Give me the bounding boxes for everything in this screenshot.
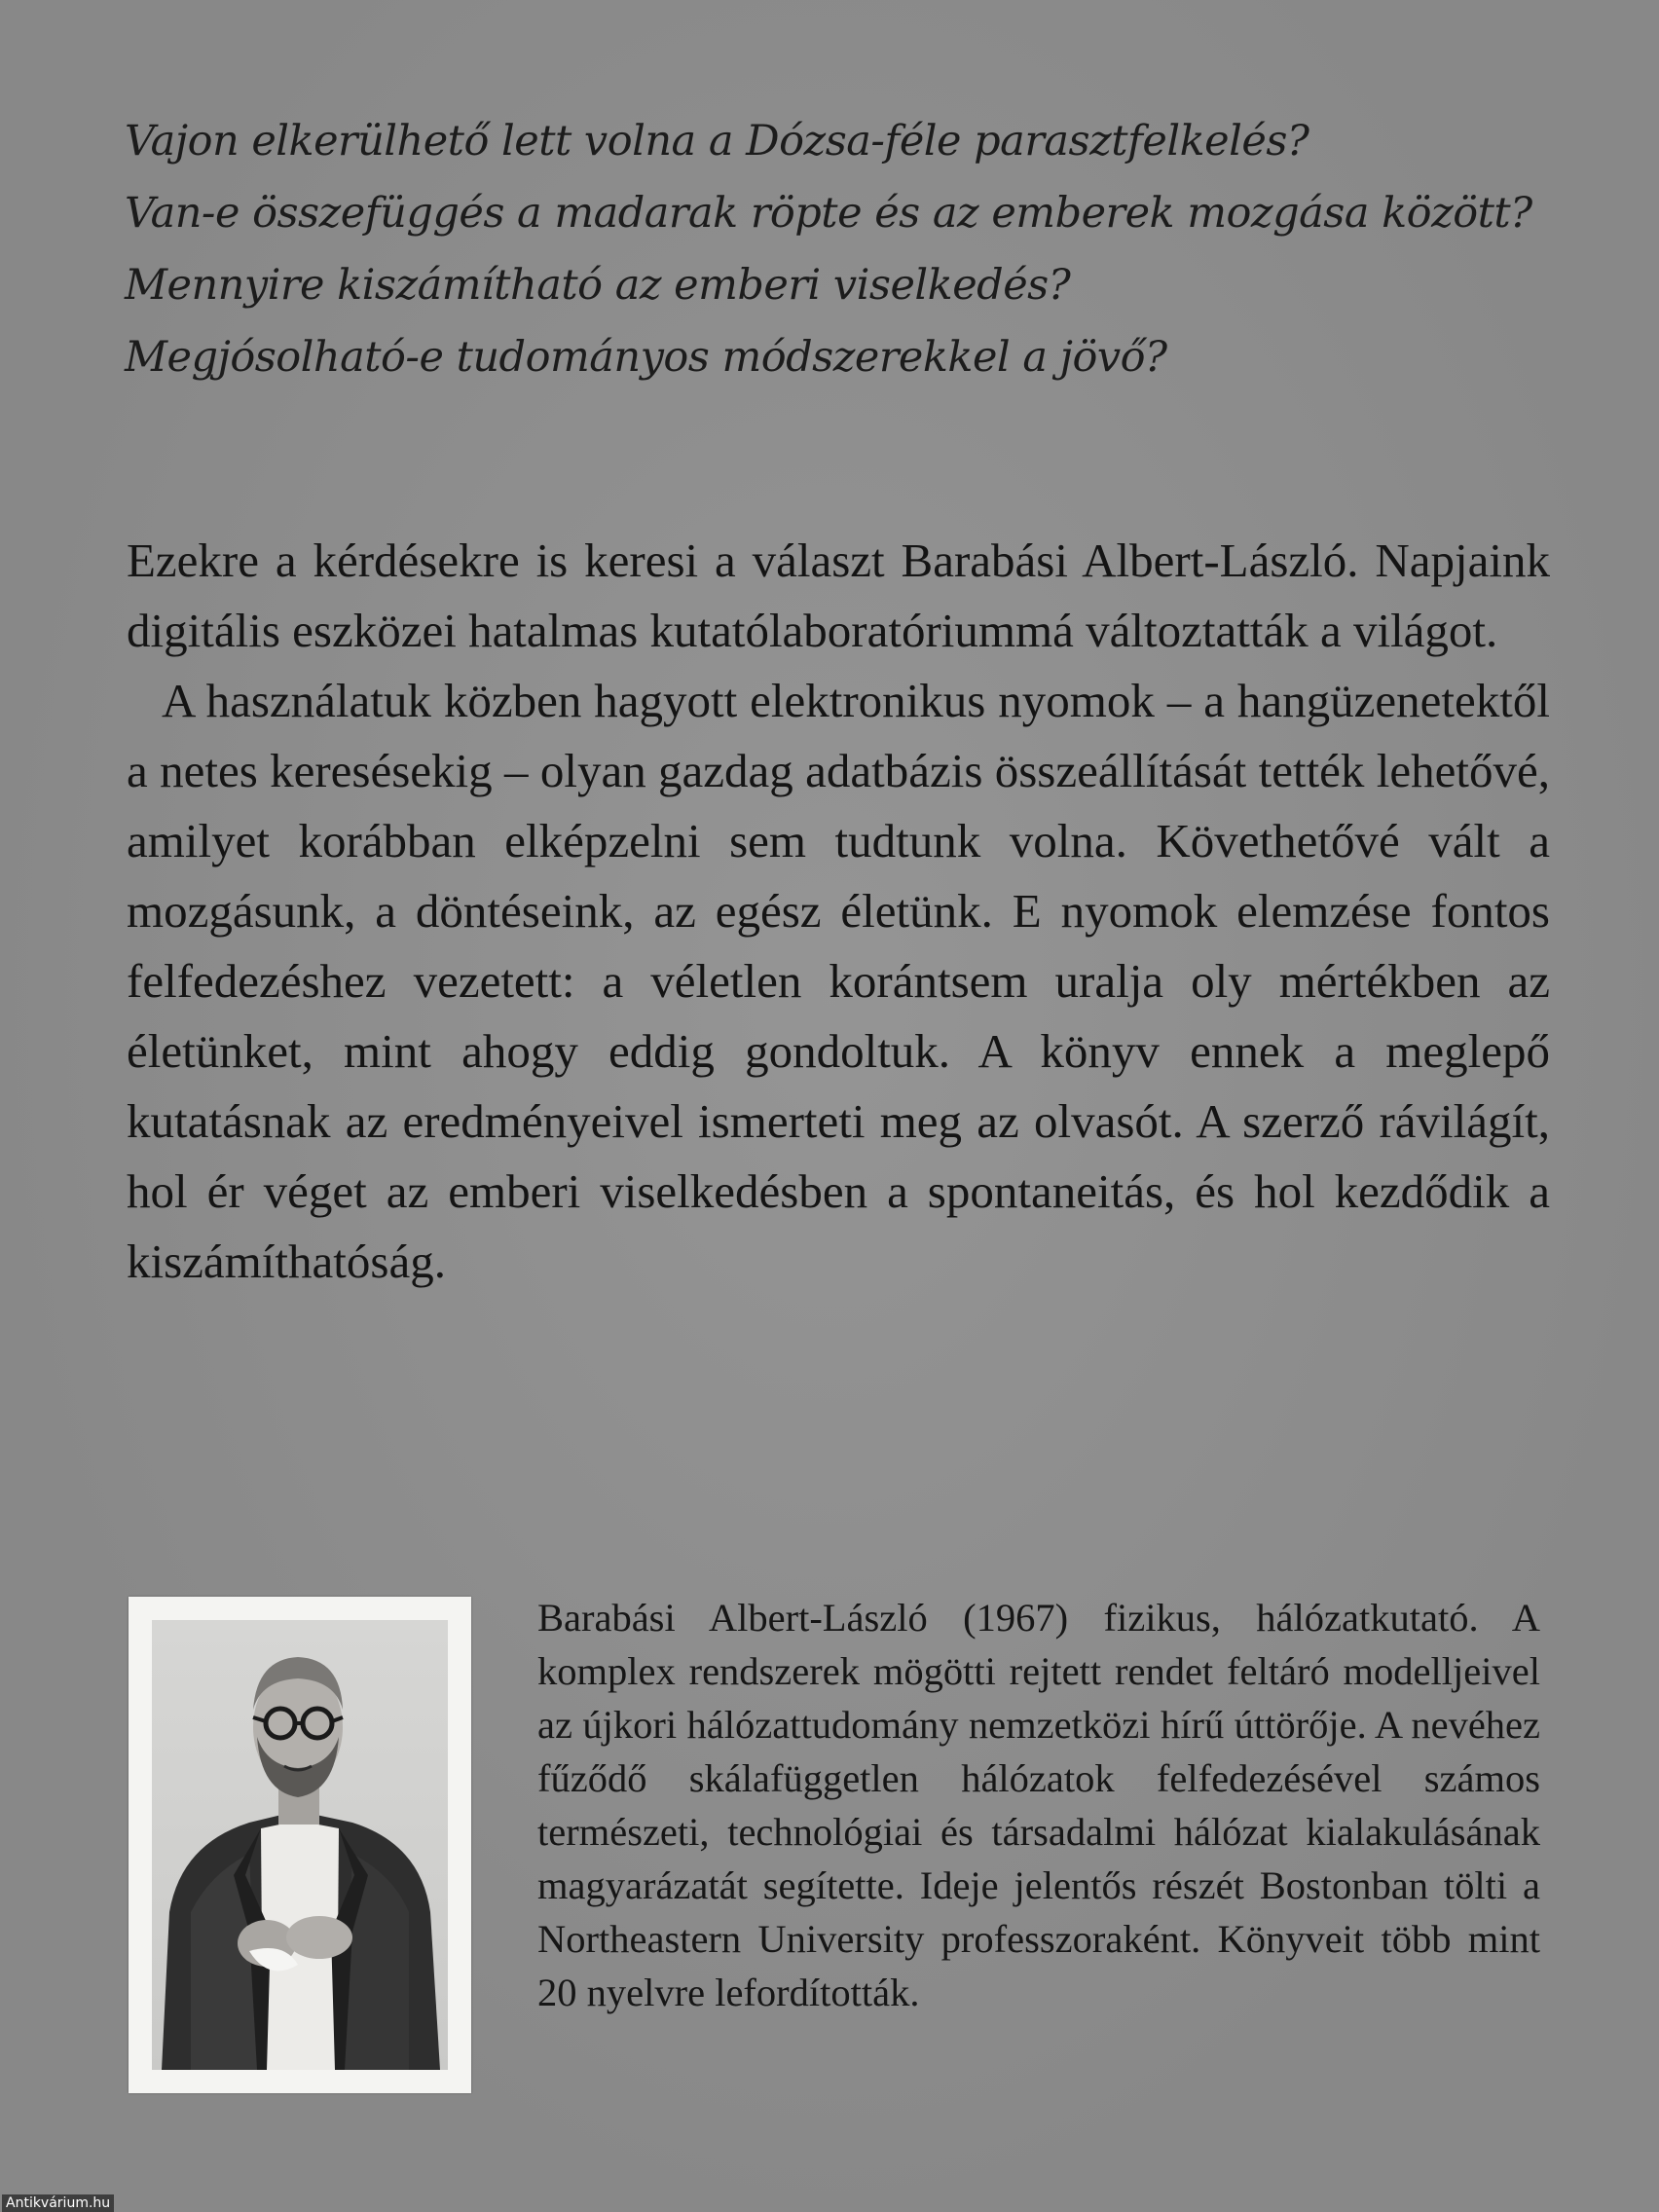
author-photo: [152, 1620, 448, 2070]
teaser-question: Mennyire kiszámítható az emberi viselkedés?: [125, 261, 1071, 310]
blurb-paragraph: Ezekre a kérdésekre is keresi a választ Barabási Albert-László. Napjaink digitális eszközei hatalmas kutatólaboratóriummá változtatták a világot.: [127, 534, 1550, 657]
teaser-question: Van-e összefüggés a madarak röpte és az emberek mozgása között?: [125, 189, 1532, 238]
site-watermark: Antikvárium.hu: [2, 2194, 114, 2212]
author-portrait-illustration: [152, 1620, 448, 2070]
author-photo-frame: [129, 1597, 471, 2093]
teaser-question: Megjósolható-e tudományos módszerekkel a jövő?: [125, 333, 1167, 382]
blurb-paragraph: A használatuk közben hagyott elektronikus nyomok – a hangüzenetektől a netes keresésekig – olyan gazdag adatbázis összeállítását tették lehetővé, amilyet korábban elképzelni sem tudtunk volna. Követhetővé vált a mozgásunk, a döntéseink, az egész életünk. E nyomok elemzése fontos felfedezéshez vezetett: a véletlen korántsem uralja oly mértékben az életünket, mint ahogy eddig gondoltuk. A könyv ennek a meglepő kutatásnak az eredményeivel ismerteti meg az olvasót. A szerző rávilágít, hol ér véget az emberi viselkedésben a spontaneitás, és hol kezdődik a kiszámíthatóság.: [127, 674, 1550, 1288]
author-bio-text: Barabási Albert-László (1967) fizikus, hálózatkutató. A komplex rendszerek mögötti rejtett rendet feltáró modelljeivel az újkori hálózattudomány nemzetközi hírű úttörője. A nevéhez fűződő skálafüggetlen hálózatok felfedezésével számos természeti, technológiai és társadalmi hálózat kialakulásának magyarázatát segítette. Ideje jelentős részét Bostonban tölti a Northeastern University professzoraként. Könyveit több mint 20 nyelvre lefordították.: [537, 1596, 1540, 2014]
teaser-question: Vajon elkerülhető lett volna a Dózsa-féle parasztfelkelés?: [125, 117, 1309, 166]
teaser-questions: [125, 105, 1532, 393]
book-blurb: [127, 526, 1550, 1297]
author-bio: [537, 1591, 1540, 2019]
